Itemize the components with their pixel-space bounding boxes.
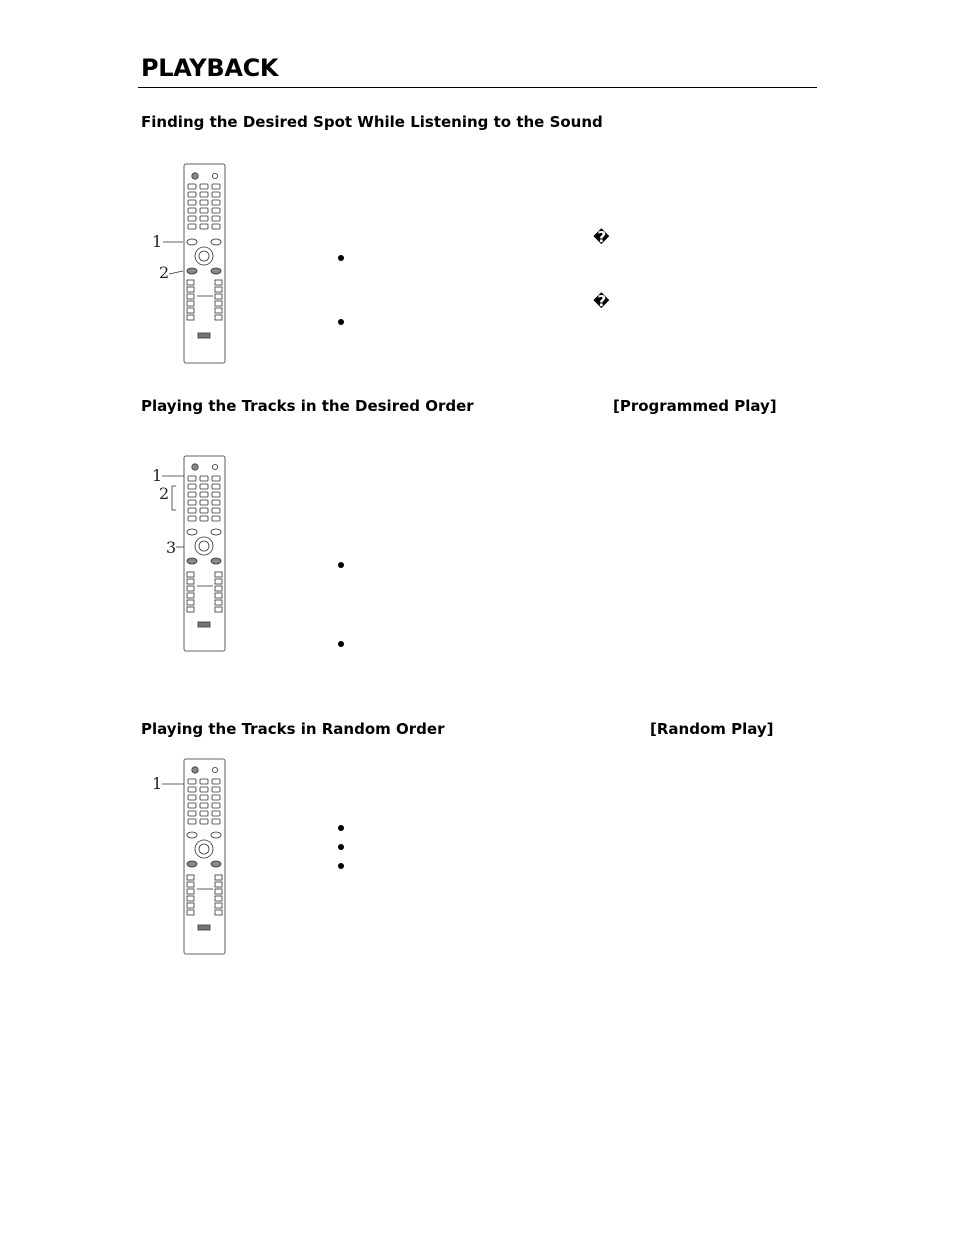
callout-leader-lines xyxy=(161,240,185,276)
section-heading-desired-order: Playing the Tracks in the Desired Order xyxy=(141,397,474,415)
callout-label-1: 1 xyxy=(152,774,163,793)
bullet-point xyxy=(338,319,344,325)
callout-label-1: 1 xyxy=(152,466,163,485)
title-divider xyxy=(138,87,817,88)
callout-label-3: 3 xyxy=(166,538,177,557)
bullet-point xyxy=(338,641,344,647)
remote-control-image xyxy=(183,455,227,653)
section-heading-finding-spot: Finding the Desired Spot While Listening to the Sound xyxy=(141,113,603,131)
bullet-point xyxy=(338,863,344,869)
bullet-point xyxy=(338,844,344,850)
bullet-point xyxy=(338,825,344,831)
section-tag-random-play: [Random Play] xyxy=(650,720,774,738)
page-title: PLAYBACK xyxy=(141,54,279,82)
replacement-glyph: � xyxy=(593,228,610,246)
remote-control-image xyxy=(183,758,227,956)
bullet-point xyxy=(338,255,344,261)
callout-label-2: 2 xyxy=(159,263,170,282)
callout-leader-lines xyxy=(160,474,186,550)
callout-label-1: 1 xyxy=(152,232,163,251)
bullet-point xyxy=(338,562,344,568)
callout-leader-lines xyxy=(160,782,186,788)
replacement-glyph: � xyxy=(593,292,610,310)
section-tag-programmed-play: [Programmed Play] xyxy=(613,397,777,415)
callout-label-2: 2 xyxy=(159,484,170,503)
remote-control-image xyxy=(183,163,227,365)
section-heading-random-order: Playing the Tracks in Random Order xyxy=(141,720,445,738)
